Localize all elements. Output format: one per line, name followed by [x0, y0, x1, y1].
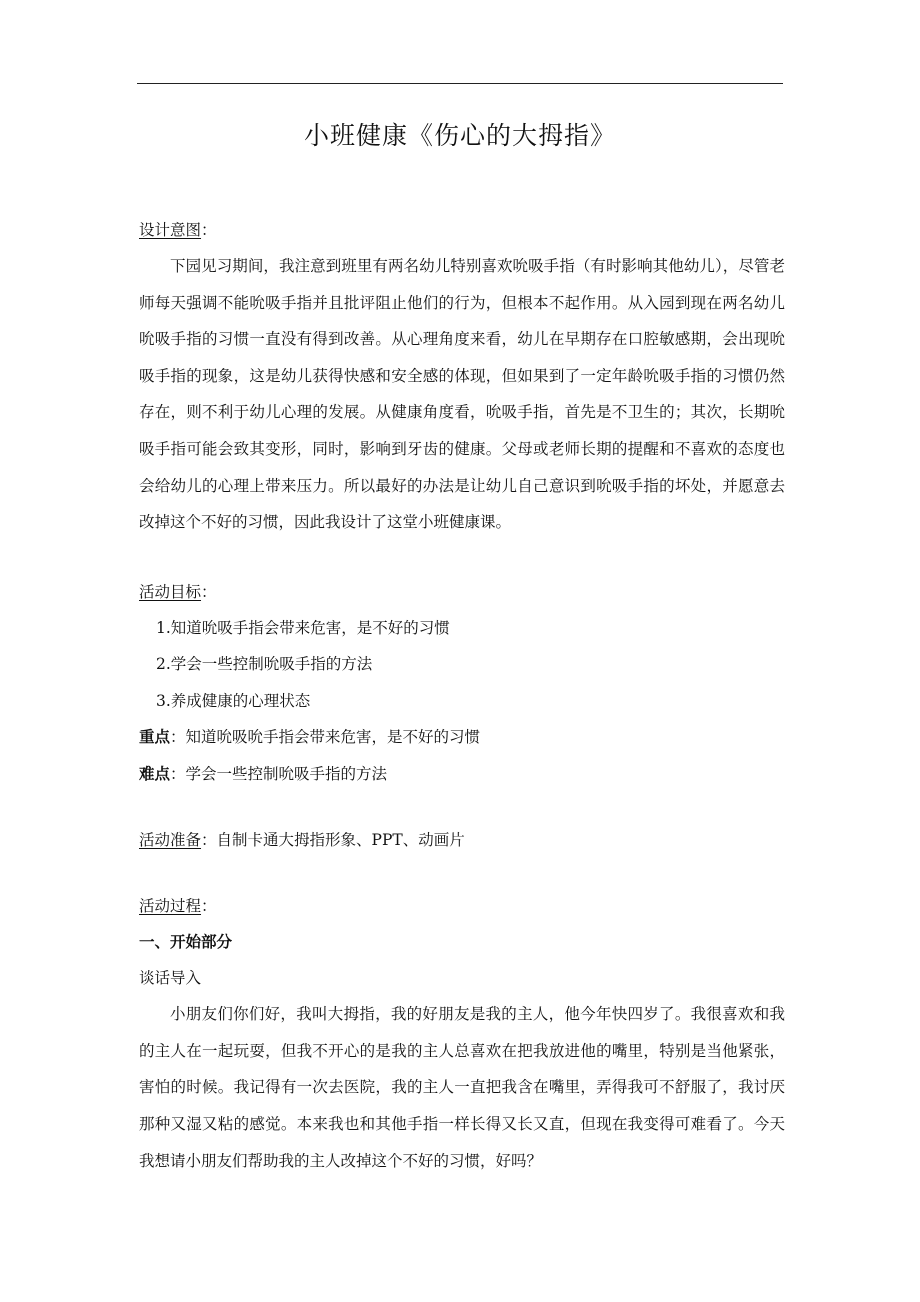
process-heading-row	[139, 888, 785, 924]
spacer	[139, 541, 785, 574]
process-colon: ：	[201, 897, 217, 916]
preparation-row	[139, 822, 785, 858]
difficult-point-colon: ：	[170, 764, 186, 783]
part-one-title: 一、开始部分	[139, 932, 233, 952]
preparation-heading: 活动准备	[139, 831, 202, 850]
design-intent-paragraph: 下园见习期间，我注意到班里有两名幼儿特别喜欢吮吸手指（有时影响其他幼儿），尽管老师每天强调不能吮吸手指并且批评阻止他们的行为，但根本不起作用。从入园到现在两名幼儿吮吸手指的习惯一直没有得到改善。从心理角度来看，幼儿在早期存在口腔敏感期，会出现吮吸手指的现象，这是幼儿获得快感和安全感的体现，但如果到了一定年龄吮吸手指的习惯仍然存在，则不利于幼儿心理的发展。从健康角度看，吮吸手指，首先是不卫生的；其次，长期吮吸手指可能会致其变形，同时，影响到牙齿的健康。父母或老师长期的提醒和不喜欢的态度也会给幼儿的心理上带来压力。所以最好的办法是让幼儿自己意识到吮吸手指的坏处，并愿意去改掉这个不好的习惯，因此我设计了这堂小班健康课。	[139, 257, 785, 532]
process-heading: 活动过程	[139, 897, 202, 916]
header-rule	[137, 83, 783, 84]
key-point-colon: ：	[170, 728, 186, 747]
preparation-text: 自制卡通大拇指形象、PPT、动画片	[216, 831, 465, 850]
document-body	[139, 212, 785, 1179]
goal-item-1: 1.知道吮吸手指会带来危害，是不好的习惯	[156, 618, 450, 637]
document-title: 小班健康《伤心的大拇指》	[303, 121, 616, 150]
part-one-paragraph: 小朋友们你们好，我叫大拇指，我的好朋友是我的主人，他今年快四岁了。我很喜欢和我的主人在一起玩耍，但我不开心的是我的主人总喜欢在把我放进他的嘴里，特别是当他紧张，害怕的时候。我记得有一次去医院，我的主人一直把我含在嘴里，弄得我可不舒服了，我讨厌那种又湿又粘的感觉。本来我也和其他手指一样长得又长又直，但现在我变得可难看了。今天我想请小朋友们帮助我的主人改掉这个不好的习惯，好吗？	[139, 1005, 785, 1170]
goals-heading-row	[139, 574, 785, 610]
key-point-row	[139, 719, 785, 756]
design-intent-heading-row	[139, 212, 785, 248]
key-point-label: 重点	[139, 727, 171, 747]
spacer	[139, 792, 785, 822]
difficult-point-label: 难点	[139, 763, 171, 783]
goal-item-2: 2.学会一些控制吮吸手指的方法	[156, 655, 373, 674]
key-point-text: 知道吮吸吮手指会带来危害，是不好的习惯	[185, 728, 481, 747]
spacer	[139, 858, 785, 888]
part-one-subtitle: 谈话导入	[139, 969, 202, 988]
goals-heading: 活动目标	[139, 582, 202, 601]
difficult-point-text: 学会一些控制吮吸手指的方法	[185, 764, 388, 783]
design-intent-colon: ：	[201, 221, 217, 239]
design-intent-heading: 设计意图	[139, 221, 202, 239]
goals-colon: ：	[201, 582, 217, 601]
difficult-point-row	[139, 756, 785, 793]
preparation-colon: ：	[201, 831, 217, 850]
goal-item-3: 3.养成健康的心理状态	[156, 691, 311, 710]
